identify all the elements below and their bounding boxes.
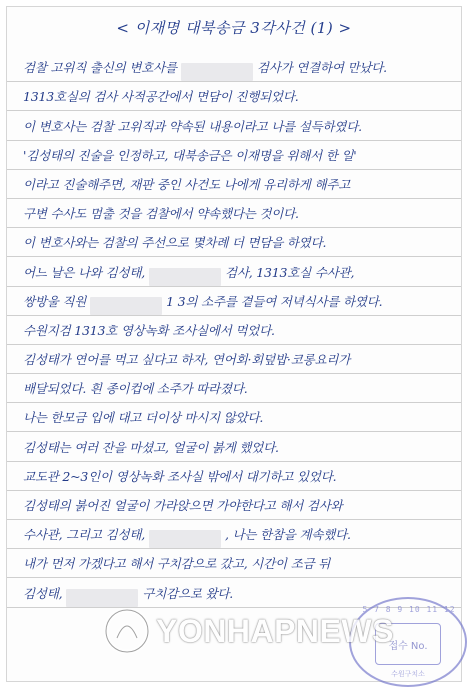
text-line	[7, 141, 461, 170]
line-text: 이 변호사와는 검찰의 주선으로 몇차례 더 면담을 하였다.	[23, 235, 327, 251]
line-text: 김성태는 여러 잔을 마셨고, 얼굴이 붉게 했었다.	[23, 439, 279, 455]
line-text: 어느 날은 나와 김성태,	[23, 264, 145, 280]
line-text: 1313호실의 검사 사적공간에서 면담이 진행되었다.	[23, 89, 299, 105]
line-text: , 나는 한참을 계속했다.	[224, 527, 351, 543]
text-line	[7, 199, 461, 228]
text-line	[7, 287, 461, 316]
line-text: 김성태,	[23, 585, 63, 601]
text-line	[7, 403, 461, 432]
text-line	[7, 432, 461, 461]
text-line	[7, 374, 461, 403]
redaction-box	[181, 63, 253, 81]
line-text: 쌍방울 직원	[23, 293, 87, 309]
line-text: 내가 먼저 가겠다고 해서 구치감으로 갔고, 시간이 조금 뒤	[23, 556, 331, 572]
letter-sheet	[6, 6, 462, 682]
line-text: 수사관, 그리고 김성태,	[23, 527, 145, 543]
handwritten-lines	[7, 53, 461, 608]
text-line	[7, 257, 461, 286]
redaction-box	[149, 530, 221, 548]
line-text: 1 3의 소주를 곁들여 저녁식사를 하였다.	[166, 293, 383, 309]
text-line	[7, 345, 461, 374]
line-text: 배달되었다. 흰 종이컵에 소주가 따라졌다.	[23, 381, 248, 397]
line-text: 수원지검 1313호 영상녹화 조사실에서 먹었다.	[23, 322, 275, 338]
line-text: 검찰 고위직 출신의 변호사를	[23, 60, 177, 76]
text-line	[7, 170, 461, 199]
yonhap-logo-icon	[104, 608, 150, 654]
yonhap-watermark	[104, 608, 394, 654]
text-line	[7, 111, 461, 140]
text-line	[7, 53, 461, 82]
line-text: 검사, 1313호실 수사관,	[224, 264, 355, 280]
redaction-box	[90, 297, 162, 315]
stamp-digits: 5 7 8 9 10 11 12	[362, 605, 456, 614]
line-text: 이라고 진술해주면, 재판 중인 사건도 나에게 유리하게 해주고	[23, 176, 351, 192]
text-line	[7, 520, 461, 549]
watermark-text: YONHAPNEWS	[156, 612, 394, 649]
line-text: 나는 한모금 입에 대고 더이상 마시지 않았다.	[23, 410, 264, 426]
line-text: 구치감으로 왔다.	[142, 585, 234, 601]
text-line	[7, 82, 461, 111]
letter-title: < 이재명 대북송금 3각사건 (1) >	[116, 19, 352, 37]
text-line	[7, 549, 461, 578]
text-line	[7, 228, 461, 257]
line-text: 검사가 연결하여 만났다.	[256, 60, 387, 76]
stamp-label: 수원구치소	[391, 670, 425, 678]
redaction-box	[66, 589, 138, 607]
redaction-box	[149, 268, 221, 286]
text-line	[7, 491, 461, 520]
line-text: 교도관 2~3인이 영상녹화 조사실 밖에서 대기하고 있었다.	[23, 468, 337, 484]
text-line	[7, 462, 461, 491]
stamp-center: 접수 No.	[375, 623, 441, 665]
line-text: 이 변호사는 검찰 고위직과 약속된 내용이라고 나를 설득하였다.	[23, 118, 362, 134]
line-text: 김성태의 붉어진 얼굴이 가라앉으면 가야한다고 해서 검사와	[23, 498, 343, 513]
line-text: 김성태가 연어를 먹고 싶다고 하자, 연어회·회덮밥·코롱요리가	[23, 352, 351, 368]
line-text: '김성태의 진술을 인정하고, 대북송금은 이재명을 위해서 한 일'	[23, 147, 357, 163]
line-text: 구변 수사도 멈출 것을 검찰에서 약속했다는 것이다.	[23, 206, 299, 222]
text-line	[7, 316, 461, 345]
